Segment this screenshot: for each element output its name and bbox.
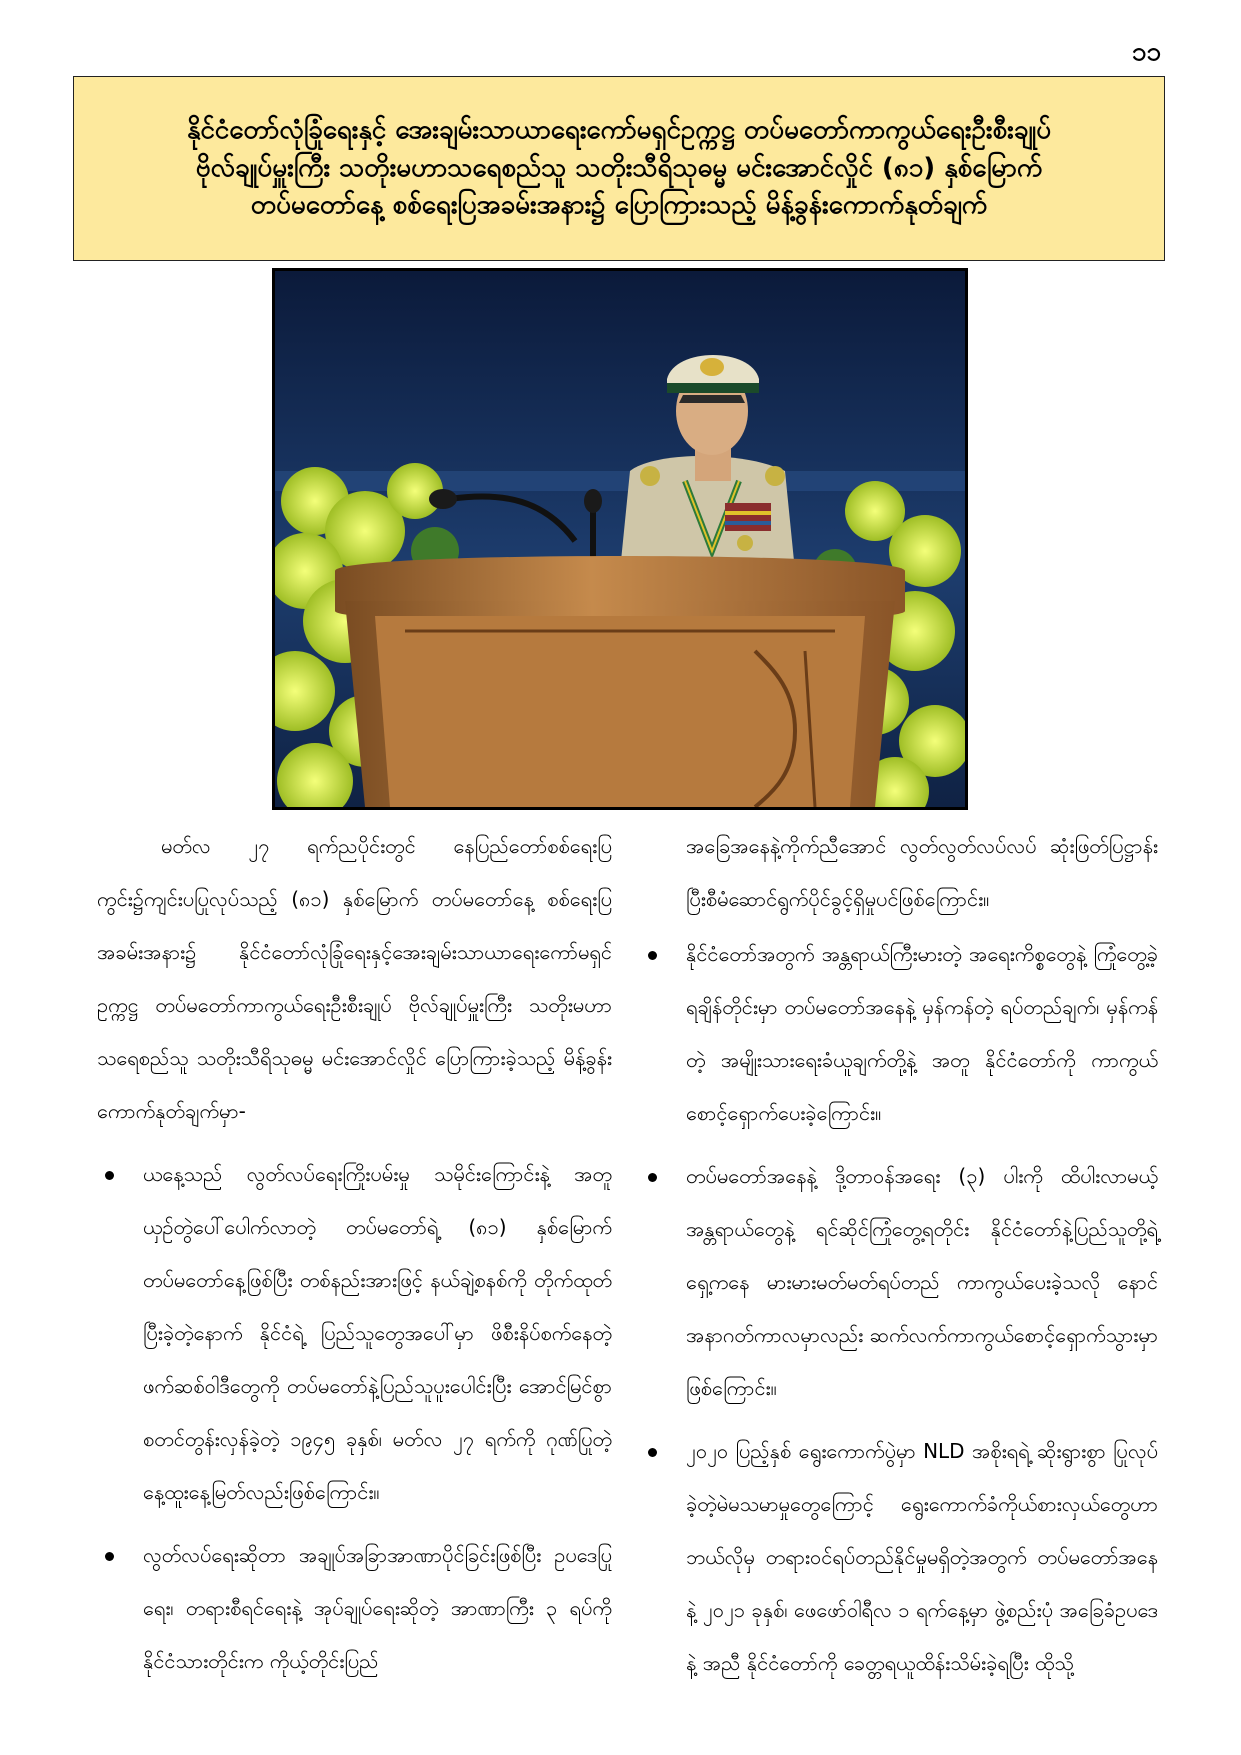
left-column bbox=[97, 820, 612, 1688]
list-item: လွတ်လပ်ရေးဆိုတာ အချုပ်အခြာအာဏာပိုင်ခြင်းဖြစ်ပြီး ဥပဒေပြုရေး၊ တရားစီရင်ရေးနဲ့ အုပ်ချုပ်ရေးဆိုတဲ့ အာဏာကြီး ၃ ရပ်ကို နိုင်ငံသားတိုင်းက ကိုယ့်တိုင်းပြည် bbox=[97, 1529, 612, 1688]
list-item: ယနေ့သည် လွတ်လပ်ရေးကြိုးပမ်းမှု သမိုင်းကြောင်းနဲ့ အတူ ယှဉ်တွဲပေါ်ပေါက်လာတဲ့ တပ်မတော်ရဲ့ (၈၁) နှစ်မြောက် တပ်မတော်နေ့ဖြစ်ပြီး တစ်နည်းအားဖြင့် နယ်ချဲ့စနစ်ကို တိုက်ထုတ်ပြီးခဲ့တဲ့နောက် နိုင်ငံရဲ့ ပြည်သူတွေအပေါ်မှာ ဖိစီးနိပ်စက်နေတဲ့ ဖက်ဆစ်ဝါဒီတွေကို တပ်မတော်နဲ့ပြည်သူပူးပေါင်းပြီး အောင်မြင်စွာ စတင်တွန်းလှန်ခဲ့တဲ့ ၁၉၄၅ ခုနှစ်၊ မတ်လ ၂၇ ရက်ကို ဂုဏ်ပြုတဲ့ နေ့ထူးနေ့မြတ်လည်းဖြစ်ကြောင်း။ bbox=[97, 1148, 612, 1519]
left-bullet-list bbox=[97, 1148, 612, 1688]
page-number: ၁၁ bbox=[1131, 37, 1161, 67]
list-item: ၂၀၂၀ ပြည့်နှစ် ရွေးကောက်ပွဲမှာ NLD အစိုးရရဲ့ ဆိုးရွားစွာ ပြုလုပ်ခဲ့တဲ့မဲမသမာမှုတွေကြောင့် ရွေးကောက်ခံကိုယ်စားလှယ်တွေဟာ ဘယ်လိုမှ တရားဝင်ရပ်တည်နိုင်မှုမရှိတဲ့အတွက် တပ်မတော်အနေနဲ့ ၂၀၂၁ ခုနှစ်၊ ဖေဖော်ဝါရီလ ၁ ရက်နေ့မှာ ဖွဲ့စည်းပုံ အခြေခံဥပဒေနဲ့ အညီ နိုင်ငံတော်ကို ခေတ္တရယူထိန်းသိမ်းခဲ့ရပြီး ထိုသို့ bbox=[640, 1425, 1158, 1690]
intro-paragraph: မတ်လ ၂၇ ရက်ညပိုင်းတွင် နေပြည်တော်စစ်ရေးပြကွင်း၌ကျင်းပပြုလုပ်သည့် (၈၁) နှစ်မြောက် တပ်မတော်နေ့ စစ်ရေးပြအခမ်းအနား၌ နိုင်ငံတော်လုံခြုံရေးနှင့်အေးချမ်းသာယာရေးကော်မရှင်ဥက္ကဋ္ဌ တပ်မတော်ကာကွယ်ရေးဦးစီးချုပ် ဗိုလ်ချုပ်မှူးကြီး သတိုးမဟာသရေစည်သူ သတိုးသီရိသုဓမ္မ မင်းအောင်လှိုင် ပြောကြားခဲ့သည့် မိန့်ခွန်းကောက်နုတ်ချက်မှာ- bbox=[97, 834, 612, 1123]
right-column bbox=[640, 820, 1158, 1690]
list-item: တပ်မတော်အနေနဲ့ ဒို့တာဝန်အရေး (၃) ပါးကို ထိပါးလာမယ့်အန္တရာယ်တွေနဲ့ ရင်ဆိုင်ကြုံတွေ့ရတိုင်း နိုင်ငံတော်နဲ့ပြည်သူတို့ရဲ့ ရှေ့ကနေ မားမားမတ်မတ်ရပ်တည် ကာကွယ်ပေးခဲ့သလို နောင်အနာဂတ်ကာလမှာလည်း ဆက်လက်ကာကွယ်စောင့်ရှောက်သွားမှာဖြစ်ကြောင်း။ bbox=[640, 1150, 1158, 1415]
headline-line-2: ဗိုလ်ချုပ်မှူးကြီး သတိုးမဟာသရေစည်သူ သတိုးသီရိသုဓမ္မ မင်းအောင်လှိုင် (၈၁) နှစ်မြောက် bbox=[195, 152, 1043, 183]
podium bbox=[335, 556, 905, 807]
speaker-at-podium-photo bbox=[272, 268, 968, 810]
headline-box bbox=[73, 76, 1165, 261]
list-item: နိုင်ငံတော်အတွက် အန္တရာယ်ကြီးမားတဲ့ အရေးကိစ္စတွေနဲ့ ကြုံတွေ့ခဲ့ရချိန်တိုင်းမှာ တပ်မတော်အနေနဲ့ မှန်ကန်တဲ့ ရပ်တည်ချက်၊ မှန်ကန်တဲ့ အမျိုးသားရေးခံယူချက်တို့နဲ့ အတူ နိုင်ငံတော်ကို ကာကွယ်စောင့်ရှောက်ပေးခဲ့ကြောင်း။ bbox=[640, 928, 1158, 1140]
photo-illustration bbox=[275, 271, 965, 807]
headline-line-1: နိုင်ငံတော်လုံခြုံရေးနှင့် အေးချမ်းသာယာရေးကော်မရှင်ဥက္ကဋ္ဌ တပ်မတော်ကာကွယ်ရေးဦးစီးချုပ် bbox=[186, 114, 1052, 145]
continued-paragraph: အခြေအနေနဲ့ကိုက်ညီအောင် လွတ်လွတ်လပ်လပ် ဆုံးဖြတ်ပြဋ္ဌာန်းပြီးစီမံဆောင်ရွက်ပိုင်ခွင့်ရှိမှုပင်ဖြစ်ကြောင်း။ bbox=[686, 834, 1158, 911]
headline-line-3: တပ်မတော်နေ့ စစ်ရေးပြအခမ်းအနား၌ ပြောကြားသည့် မိန့်ခွန်းကောက်နုတ်ချက် bbox=[250, 190, 988, 221]
right-bullet-list bbox=[640, 928, 1158, 1690]
